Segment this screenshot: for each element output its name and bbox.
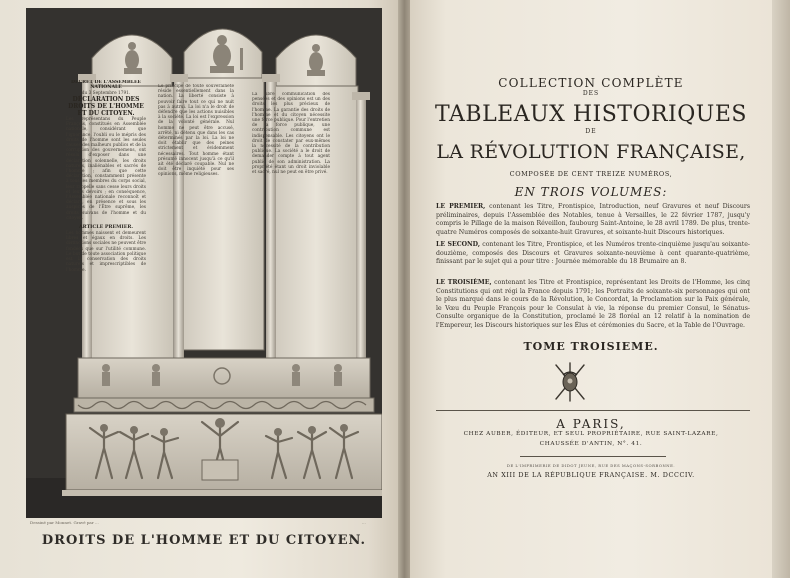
engraver-credit-left: Dessiné par Monnet. Gravé par ... xyxy=(30,520,99,525)
volume-three-description xyxy=(436,279,750,331)
printer-imprint: DE L'IMPRIMERIE DE DIDOT JEUNE, RUE DES MAÇONS-SORBONNE. xyxy=(506,463,676,468)
title-composition: COMPOSÉE DE CENT TREIZE NUMÉROS, xyxy=(509,170,673,178)
rule-top xyxy=(436,410,750,411)
decree-heading: DÉCRET DE L'ASSEMBLÉE NATIONALE xyxy=(71,80,141,91)
place-paris: A PARIS, xyxy=(556,417,626,431)
title-de: DE xyxy=(585,128,597,135)
title-des: DES xyxy=(582,90,600,97)
rule-short xyxy=(520,456,666,457)
volume-three-text: contenant les Titre et Frontispice, représentant les Droits de l'Homme, les cinq Constitutions qui ont régi la France depuis 1791; les Portraits de soixante-six personnages qui ont le plus marqué dans le cours de la Révolution, le Concordat, la Proclamation sur la Paix générale, le Vœu du Peuple François pour le Consulat à vie, la réponse du premier Consul, le Sénatus-Consulte organique de la Constitution, proclamé le 28 floréal an 12 relatif à la nomination de l'Empereur, les Discours historiques sur les Élus et cérémonies du Sacre, et la Table de l'Ouvrage. xyxy=(436,279,750,329)
engraving-plate xyxy=(26,8,382,518)
declaration-title: DÉCLARATION DES DROITS DE L'HOMME ET DU CITOYEN. xyxy=(68,96,144,118)
publication-date: AN XIII DE LA RÉPUBLIQUE FRANÇAISE. M. DCCCIV. xyxy=(487,471,695,479)
engraver-credit-right: ... xyxy=(362,520,366,525)
right-articles-text: La libre communication des pensées et des opinions est un des droits les plus précieux de l'homme. La garantie des droits de l'homme et du citoyen nécessite une force publique. Pour l'entretien de la force publique, une contribution commune est indispensable. Les citoyens ont le droit de constater par eux-mêmes la nécessité de la contribution publique. La société a le droit de demander compte à tout agent public de son administration. La propriété étant un droit inviolable et sacré, nul ne peut en être privé. xyxy=(252,92,330,176)
page-edge xyxy=(772,0,790,578)
article-heading: ARTICLE PREMIER. xyxy=(78,224,134,231)
left-tablet-text xyxy=(66,80,146,350)
middle-articles-text: Le principe de toute souveraineté réside essentiellement dans la nation. La liberté consiste à pouvoir faire tout ce qui ne nuit pas à autrui. La loi n'a le droit de défendre que les actions nuisibles à la société. La loi est l'expression de la volonté générale. Nul homme ne peut être accusé, arrêté, ni détenu que dans les cas déterminés par la loi. La loi ne doit établir que des peines strictement et évidemment nécessaires. Tout homme étant présumé innocent jusqu'à ce qu'il ait été déclaré coupable. Nul ne doit être inquiété pour ses opinions, même religieuses. xyxy=(158,84,234,178)
right-tablet-text xyxy=(252,92,330,350)
tome-label: TOME TROISIEME. xyxy=(523,340,659,353)
preamble-text: Les représentans du Peuple François, constitués en Assemblée nationale, considérant que l'ignorance, l'oubli ou le mépris des droits de l'homme sont les seules causes des malheurs publics et de la corruption des gouvernemens, ont résolu d'exposer dans une déclaration solennelle, les droits naturels, inaliénables et sacrés de l'homme ; afin que cette déclaration, constamment présente à tous les membres du corps social, leur rappelle sans cesse leurs droits et leurs devoirs ; en conséquence, l'Assemblée nationale reconnoît et déclare, en présence et sous les auspices de l'Être suprême, les droits suivans de l'homme et du citoyen. xyxy=(66,117,146,221)
volume-one-lead: LE PREMIER, xyxy=(436,203,486,210)
title-volumes: EN TROIS VOLUMES: xyxy=(514,185,668,199)
volume-three-lead: LE TROISIÈME, xyxy=(436,279,492,286)
middle-tablet-text xyxy=(158,84,234,348)
volume-two-text: contenant les Titre, Frontispice, et les Numéros trente-cinquième jusqu'au soixante-douzième, composés des Discours et Gravures soixante-neuvième à cent quarante-quatrième, finissant par le sujet qui a pour titre : Journée mémorable du 18 Brumaire an 8. xyxy=(436,241,750,266)
publisher-line-1: CHEZ AUBER, ÉDITEUR, ET SEUL PROPRIÉTAIRE, RUE SAINT-LAZARE, xyxy=(463,431,719,437)
volume-two-description xyxy=(436,241,750,267)
volume-one-description xyxy=(436,203,750,237)
plate-caption: DROITS DE L'HOMME ET DU CITOYEN. xyxy=(41,533,367,548)
title-tableaux: TABLEAUX HISTORIQUES xyxy=(435,102,747,127)
title-collection: COLLECTION COMPLÈTE xyxy=(498,76,684,90)
decree-date: du 3 Septembre 1791. xyxy=(81,90,131,96)
volume-two-lead: LE SECOND, xyxy=(436,241,480,248)
title-revolution: LA RÉVOLUTION FRANÇAISE, xyxy=(436,141,746,163)
trophy-emblem-icon xyxy=(552,361,588,403)
volume-one-text: contenant les Titre, Frontispice, Introduction, neuf Gravures et neuf Discours préliminaires, depuis l'Assemblée des Notables, tenue à Versailles, le 22 février 1787, jusqu'y compris le Pillage de la maison Réveillon, faubourg Saint-Antoine, le 28 avril 1789. De plus, trente-quatre Numéros composés de soixante-huit Gravures, et soixante-huit Discours historiques. xyxy=(436,203,750,236)
article-text: Les hommes naissent et demeurent libres et égaux en droits. Les distinctions sociales ne peuvent être fondées que sur l'utilité commune. Le but de toute association politique est la conservation des droits naturels et imprescriptibles de l'homme. xyxy=(66,231,146,273)
publisher-line-2: CHAUSSÉE D'ANTIN, N°. 41. xyxy=(539,441,643,447)
